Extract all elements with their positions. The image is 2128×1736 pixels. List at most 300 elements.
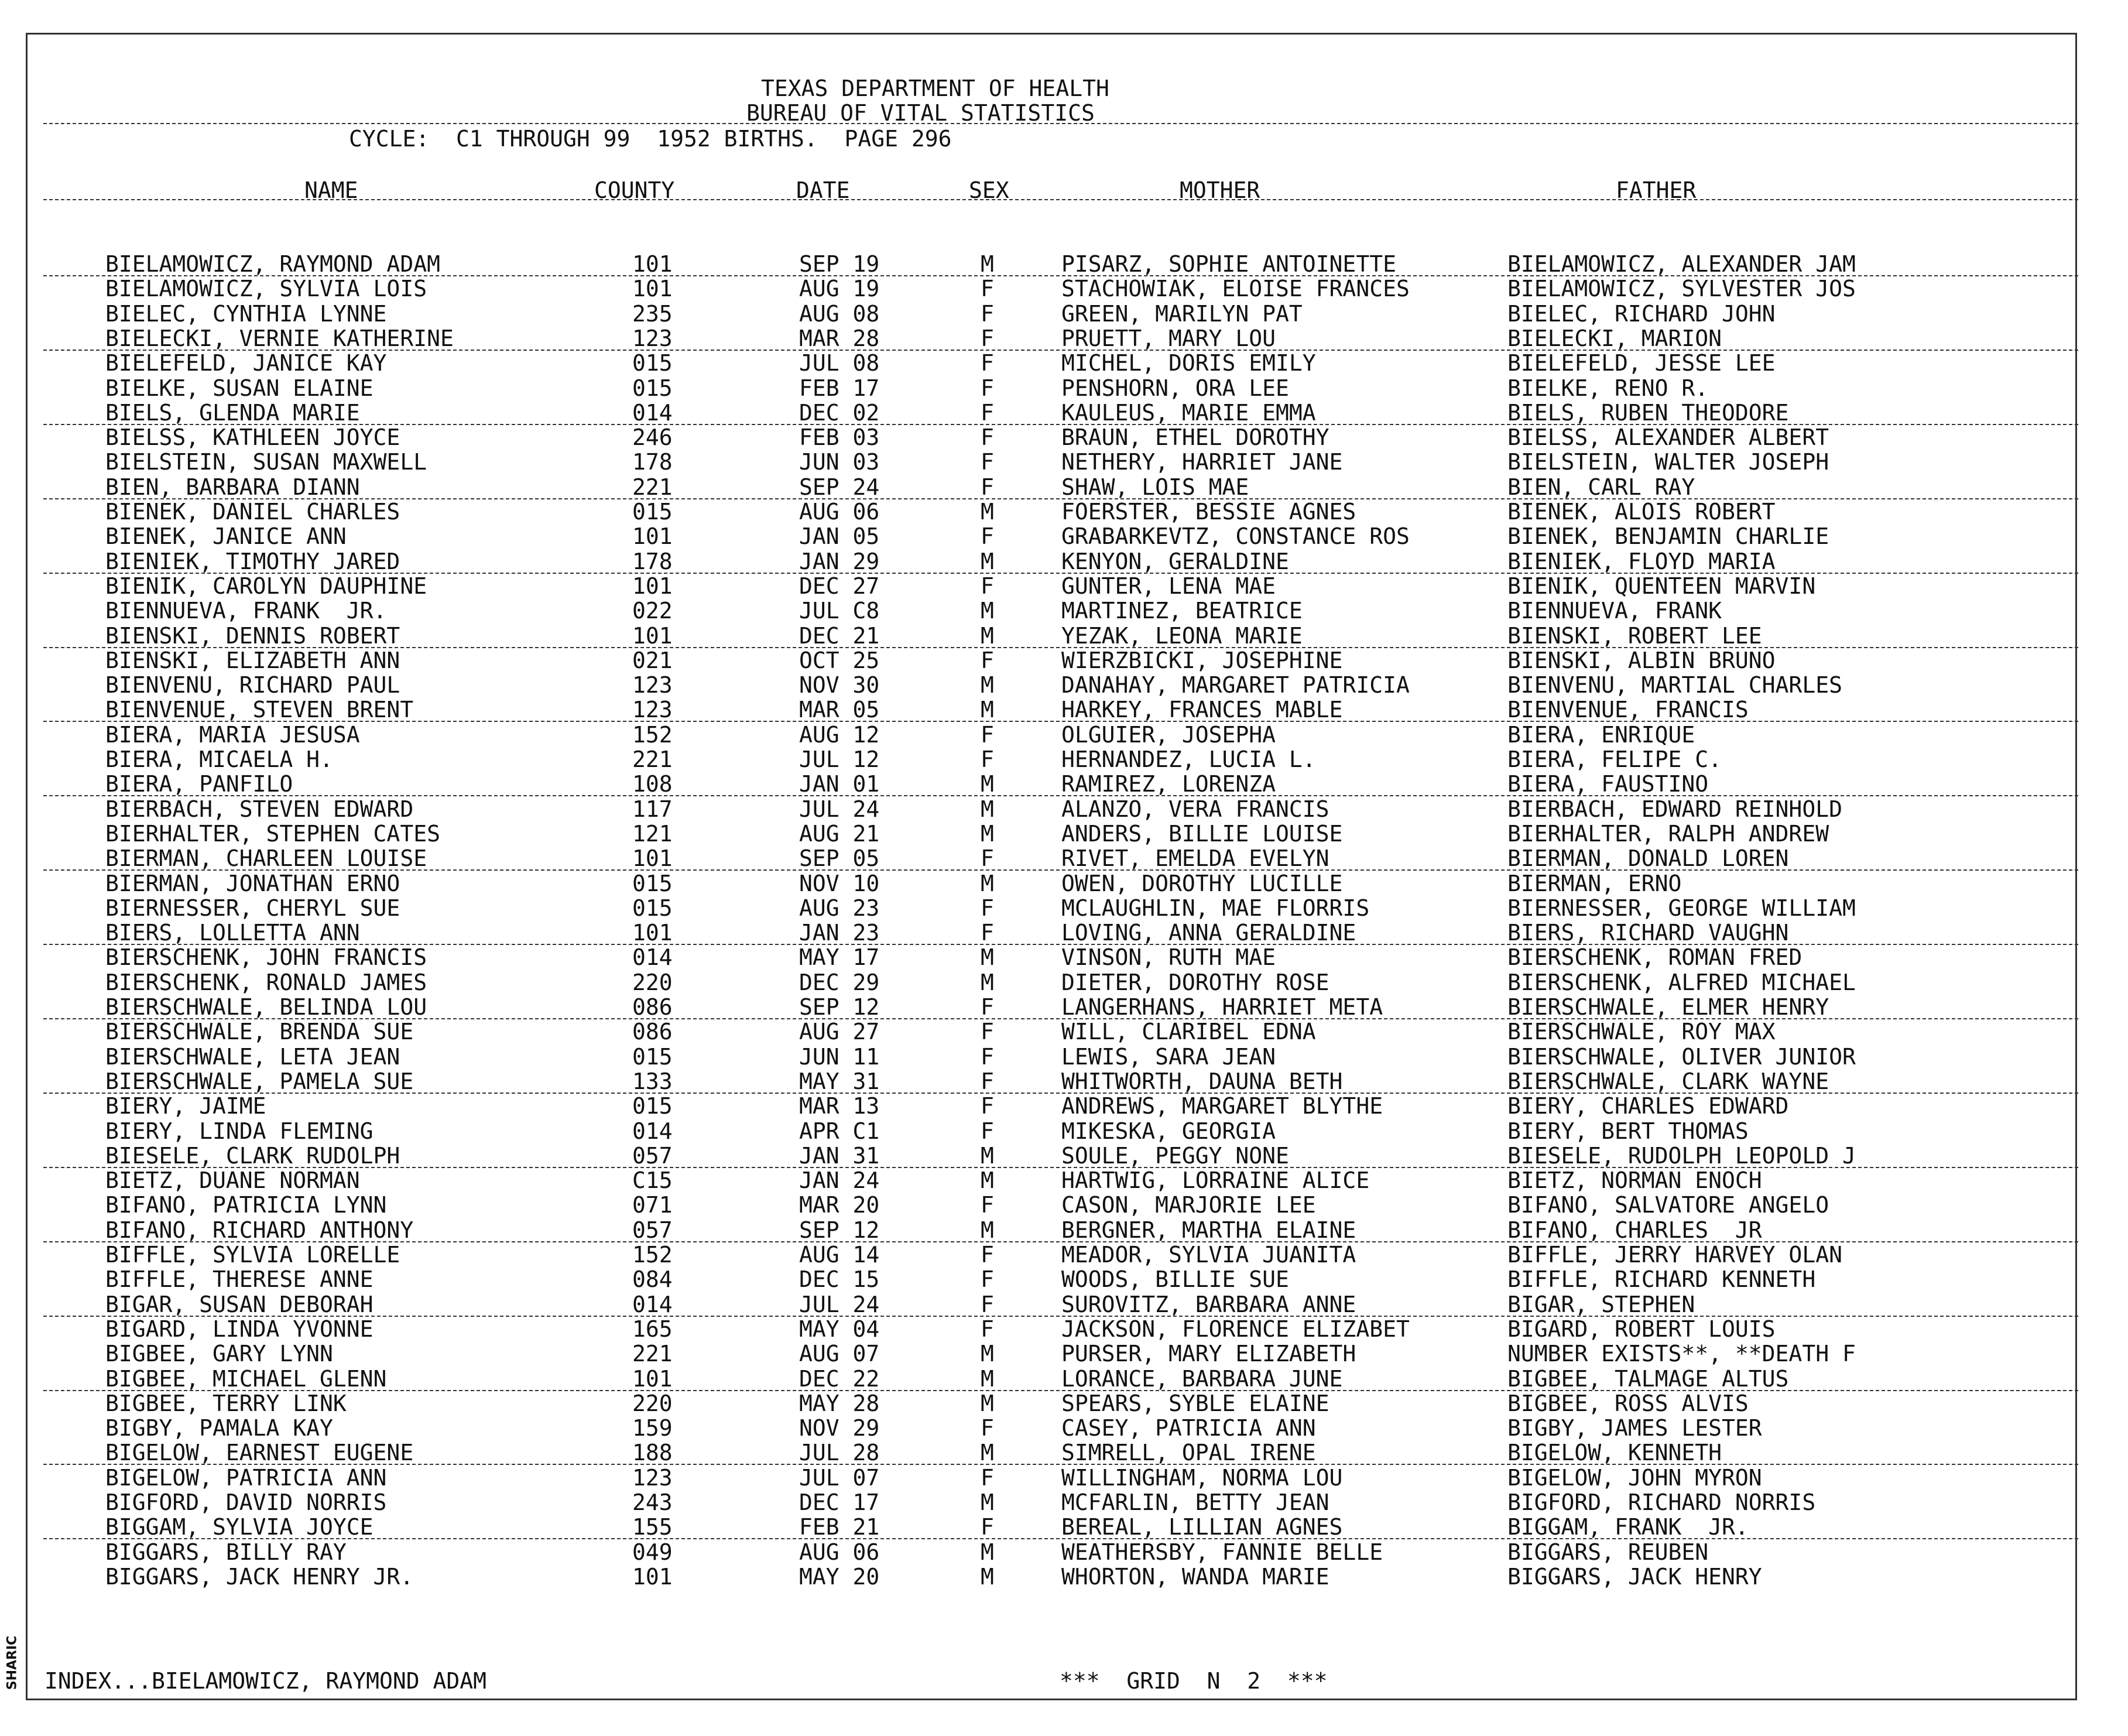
column-header-father: FATHER	[1616, 177, 1697, 203]
cell-sex: F	[981, 1514, 994, 1540]
cell-county: 133	[632, 1069, 673, 1094]
agency-title: TEXAS DEPARTMENT OF HEALTH	[761, 76, 1109, 101]
table-row	[0, 945, 2128, 970]
table-row	[0, 920, 2128, 945]
cell-mother: SOULE, PEGGY NONE	[1061, 1143, 1289, 1169]
table-row	[0, 673, 2128, 697]
cell-mother: HERNANDEZ, LUCIA L.	[1061, 747, 1316, 772]
cell-county: 015	[632, 895, 673, 921]
cell-mother: RAMIREZ, LORENZA	[1061, 771, 1276, 797]
table-row	[0, 252, 2128, 276]
cell-name: BIERSCHENK, RONALD JAMES	[105, 970, 427, 995]
table-row	[0, 1341, 2128, 1366]
cell-father: BIERA, FAUSTINO	[1507, 771, 1709, 797]
cell-name: BIERA, PANFILO	[105, 771, 293, 797]
cell-county: 155	[632, 1514, 673, 1540]
cell-mother: STACHOWIAK, ELOISE FRANCES	[1061, 276, 1410, 302]
cell-mother: LORANCE, BARBARA JUNE	[1061, 1366, 1343, 1392]
cell-father: BIENNUEVA, FRANK	[1507, 598, 1722, 624]
cell-county: 014	[632, 400, 673, 426]
cell-name: BIEN, BARBARA DIANN	[105, 474, 360, 500]
cell-mother: SPEARS, SYBLE ELAINE	[1061, 1391, 1329, 1416]
cell-date: AUG 23	[799, 895, 880, 921]
cell-date: SEP 12	[799, 1217, 880, 1243]
cell-date: JUL 24	[799, 1292, 880, 1317]
cell-mother: GRABARKEVTZ, CONSTANCE ROS	[1061, 523, 1410, 549]
cell-mother: ANDERS, BILLIE LOUISE	[1061, 821, 1343, 847]
cell-date: AUG 08	[799, 301, 880, 327]
table-row	[0, 549, 2128, 574]
cell-mother: OLGUIER, JOSEPHA	[1061, 722, 1276, 748]
cell-date: AUG 06	[799, 1539, 880, 1565]
cell-date: AUG 14	[799, 1242, 880, 1268]
table-row	[0, 1416, 2128, 1440]
cell-name: BIETZ, DUANE NORMAN	[105, 1167, 360, 1193]
cell-sex: M	[981, 1217, 994, 1243]
cell-date: JUN 03	[799, 449, 880, 475]
cell-name: BIFANO, RICHARD ANTHONY	[105, 1217, 414, 1243]
cell-father: BIGBY, JAMES LESTER	[1507, 1415, 1762, 1441]
cell-mother: GUNTER, LENA MAE	[1061, 573, 1276, 599]
cell-name: BIGARD, LINDA YVONNE	[105, 1316, 373, 1342]
cell-sex: F	[981, 1242, 994, 1268]
cell-mother: MIKESKA, GEORGIA	[1061, 1118, 1276, 1144]
cell-sex: F	[981, 1093, 994, 1119]
cell-county: 123	[632, 1465, 673, 1491]
cell-date: DEC 27	[799, 573, 880, 599]
cell-mother: WHORTON, WANDA MARIE	[1061, 1564, 1329, 1590]
cell-sex: F	[981, 573, 994, 599]
cell-mother: SIMRELL, OPAL IRENE	[1061, 1440, 1316, 1466]
cell-date: DEC 17	[799, 1490, 880, 1515]
cell-sex: F	[981, 350, 994, 376]
column-header-county: COUNTY	[594, 177, 675, 203]
cell-mother: MEADOR, SYLVIA JUANITA	[1061, 1242, 1356, 1268]
cell-sex: F	[981, 375, 994, 401]
cell-father: BIERSCHWALE, ELMER HENRY	[1507, 994, 1829, 1020]
cell-name: BIERA, MARIA JESUSA	[105, 722, 360, 748]
cell-sex: M	[981, 821, 994, 847]
cell-county: 152	[632, 722, 673, 748]
table-row	[0, 1490, 2128, 1515]
cell-name: BIERY, LINDA FLEMING	[105, 1118, 373, 1144]
cell-mother: SUROVITZ, BARBARA ANNE	[1061, 1292, 1356, 1317]
cell-sex: F	[981, 523, 994, 549]
table-row	[0, 995, 2128, 1019]
cell-father: BIERS, RICHARD VAUGHN	[1507, 920, 1789, 946]
cell-date: JUL 07	[799, 1465, 880, 1491]
table-row	[0, 797, 2128, 821]
table-row	[0, 846, 2128, 871]
table-row	[0, 1292, 2128, 1317]
cell-mother: MICHEL, DORIS EMILY	[1061, 350, 1316, 376]
cell-father: BIERA, FELIPE C.	[1507, 747, 1722, 772]
cell-mother: LEWIS, SARA JEAN	[1061, 1044, 1276, 1070]
cell-county: 101	[632, 251, 673, 277]
table-row	[0, 1515, 2128, 1539]
cell-father: BIEN, CARL RAY	[1507, 474, 1695, 500]
cell-name: BIERMAN, JONATHAN ERNO	[105, 871, 400, 896]
cell-county: 014	[632, 944, 673, 970]
cell-county: 178	[632, 549, 673, 574]
cell-name: BIELKE, SUSAN ELAINE	[105, 375, 373, 401]
cell-date: SEP 05	[799, 845, 880, 871]
cell-sex: F	[981, 1465, 994, 1491]
cell-name: BIFFLE, SYLVIA LORELLE	[105, 1242, 400, 1268]
cell-name: BIERSCHWALE, BELINDA LOU	[105, 994, 427, 1020]
cell-father: BIELS, RUBEN THEODORE	[1507, 400, 1789, 426]
cell-name: BIENSKI, DENNIS ROBERT	[105, 623, 400, 649]
cell-father: BIERA, ENRIQUE	[1507, 722, 1695, 748]
table-row	[0, 1540, 2128, 1564]
cell-name: BIENIK, CAROLYN DAUPHINE	[105, 573, 427, 599]
cell-father: BIERBACH, EDWARD REINHOLD	[1507, 796, 1842, 822]
cell-father: BIGELOW, JOHN MYRON	[1507, 1465, 1762, 1491]
cell-county: 246	[632, 424, 673, 450]
cell-mother: OWEN, DOROTHY LUCILLE	[1061, 871, 1343, 896]
cell-father: BIFFLE, RICHARD KENNETH	[1507, 1266, 1816, 1292]
cell-father: BIGBEE, TALMAGE ALTUS	[1507, 1366, 1789, 1392]
cell-name: BIESELE, CLARK RUDOLPH	[105, 1143, 400, 1169]
cell-mother: WIERZBICKI, JOSEPHINE	[1061, 648, 1343, 673]
cell-sex: F	[981, 276, 994, 302]
cell-sex: F	[981, 1292, 994, 1317]
cell-date: SEP 19	[799, 251, 880, 277]
cell-father: BIERSCHENK, ALFRED MICHAEL	[1507, 970, 1856, 995]
cell-father: BIERY, CHARLES EDWARD	[1507, 1093, 1789, 1119]
cell-sex: M	[981, 970, 994, 995]
cell-name: BIGELOW, EARNEST EUGENE	[105, 1440, 414, 1466]
cell-sex: M	[981, 1564, 994, 1590]
table-row	[0, 376, 2128, 400]
cell-county: 101	[632, 276, 673, 302]
cell-date: FEB 03	[799, 424, 880, 450]
cell-name: BIERSCHWALE, PAMELA SUE	[105, 1069, 414, 1094]
cell-date: DEC 21	[799, 623, 880, 649]
cell-mother: HARTWIG, LORRAINE ALICE	[1061, 1167, 1370, 1193]
cell-county: 015	[632, 499, 673, 525]
cell-date: AUG 06	[799, 499, 880, 525]
cell-county: 101	[632, 1366, 673, 1392]
cell-sex: M	[981, 251, 994, 277]
cell-father: BIENSKI, ALBIN BRUNO	[1507, 648, 1776, 673]
cell-name: BIERY, JAIME	[105, 1093, 266, 1119]
cell-date: DEC 02	[799, 400, 880, 426]
cell-county: 243	[632, 1490, 673, 1515]
cell-name: BIENSKI, ELIZABETH ANN	[105, 648, 400, 673]
footer-index: INDEX...BIELAMOWICZ, RAYMOND ADAM	[44, 1668, 486, 1694]
cell-mother: PRUETT, MARY LOU	[1061, 326, 1276, 351]
cell-name: BIENEK, JANICE ANN	[105, 523, 347, 549]
cell-name: BIFFLE, THERESE ANNE	[105, 1266, 373, 1292]
table-row	[0, 1218, 2128, 1242]
table-row	[0, 697, 2128, 722]
cell-name: BIERSCHWALE, LETA JEAN	[105, 1044, 400, 1070]
column-header-date: DATE	[796, 177, 850, 203]
cell-sex: M	[981, 1440, 994, 1466]
table-row	[0, 574, 2128, 598]
cell-county: 049	[632, 1539, 673, 1565]
cell-county: 220	[632, 1391, 673, 1416]
cell-county: 086	[632, 994, 673, 1020]
cell-county: 220	[632, 970, 673, 995]
cell-name: BIENIEK, TIMOTHY JARED	[105, 549, 400, 574]
table-row	[0, 351, 2128, 375]
table-row	[0, 1193, 2128, 1217]
cell-mother: DANAHAY, MARGARET PATRICIA	[1061, 672, 1410, 698]
cell-name: BIENNUEVA, FRANK JR.	[105, 598, 387, 624]
cell-father: BIELEC, RICHARD JOHN	[1507, 301, 1776, 327]
cell-date: JAN 24	[799, 1167, 880, 1193]
cell-county: 117	[632, 796, 673, 822]
cell-date: MAR 20	[799, 1192, 880, 1218]
cell-name: BIELEC, CYNTHIA LYNNE	[105, 301, 387, 327]
cell-sex: M	[981, 771, 994, 797]
cell-name: BIENVENUE, STEVEN BRENT	[105, 697, 414, 723]
cell-sex: M	[981, 697, 994, 723]
cell-name: BIGBY, PAMALA KAY	[105, 1415, 333, 1441]
table-row	[0, 1143, 2128, 1168]
bureau-title: BUREAU OF VITAL STATISTICS	[746, 100, 1095, 126]
cell-mother: CASON, MARJORIE LEE	[1061, 1192, 1316, 1218]
cell-date: JAN 05	[799, 523, 880, 549]
cell-date: NOV 29	[799, 1415, 880, 1441]
cell-date: AUG 27	[799, 1019, 880, 1045]
column-header-mother: MOTHER	[1180, 177, 1260, 203]
table-row	[0, 475, 2128, 499]
cell-date: MAY 20	[799, 1564, 880, 1590]
cell-county: 101	[632, 523, 673, 549]
cell-father: BIGELOW, KENNETH	[1507, 1440, 1722, 1466]
cell-mother: KAULEUS, MARIE EMMA	[1061, 400, 1316, 426]
cell-sex: F	[981, 1069, 994, 1094]
cell-sex: F	[981, 895, 994, 921]
cell-name: BIENVENU, RICHARD PAUL	[105, 672, 400, 698]
cell-date: DEC 22	[799, 1366, 880, 1392]
table-row	[0, 1094, 2128, 1118]
cell-sex: M	[981, 499, 994, 525]
cell-county: 152	[632, 1242, 673, 1268]
cell-mother: PENSHORN, ORA LEE	[1061, 375, 1289, 401]
table-row	[0, 1242, 2128, 1267]
table-row	[0, 400, 2128, 425]
cell-name: BIFANO, PATRICIA LYNN	[105, 1192, 387, 1218]
cell-date: NOV 30	[799, 672, 880, 698]
cell-date: JAN 01	[799, 771, 880, 797]
cell-date: MAY 17	[799, 944, 880, 970]
cell-name: BIELAMOWICZ, RAYMOND ADAM	[105, 251, 440, 277]
cell-mother: DIETER, DOROTHY ROSE	[1061, 970, 1329, 995]
cell-sex: F	[981, 301, 994, 327]
cell-date: JAN 29	[799, 549, 880, 574]
cell-father: BIGAR, STEPHEN	[1507, 1292, 1695, 1317]
cell-county: 015	[632, 350, 673, 376]
cell-name: BIGBEE, TERRY LINK	[105, 1391, 347, 1416]
cell-name: BIENEK, DANIEL CHARLES	[105, 499, 400, 525]
cell-date: JUL 28	[799, 1440, 880, 1466]
table-row	[0, 1564, 2128, 1589]
cell-sex: M	[981, 1143, 994, 1169]
cell-date: SEP 12	[799, 994, 880, 1020]
cell-county: 121	[632, 821, 673, 847]
cell-sex: M	[981, 796, 994, 822]
cell-father: BIFFLE, JERRY HARVEY OLAN	[1507, 1242, 1842, 1268]
footer-grid: *** GRID N 2 ***	[1060, 1668, 1328, 1694]
cell-date: AUG 19	[799, 276, 880, 302]
cell-mother: BERGNER, MARTHA ELAINE	[1061, 1217, 1356, 1243]
cell-mother: MARTINEZ, BEATRICE	[1061, 598, 1303, 624]
cell-sex: M	[981, 1341, 994, 1367]
cell-sex: M	[981, 871, 994, 896]
table-row	[0, 871, 2128, 896]
cell-mother: JACKSON, FLORENCE ELIZABET	[1061, 1316, 1410, 1342]
cell-sex: F	[981, 994, 994, 1020]
cell-father: NUMBER EXISTS**, **DEATH F	[1507, 1341, 1856, 1367]
cell-date: NOV 10	[799, 871, 880, 896]
cell-county: 123	[632, 326, 673, 351]
cell-name: BIERS, LOLLETTA ANN	[105, 920, 360, 946]
cell-name: BIELS, GLENDA MARIE	[105, 400, 360, 426]
cell-father: BIELKE, RENO R.	[1507, 375, 1709, 401]
cell-sex: F	[981, 326, 994, 351]
cell-sex: M	[981, 1490, 994, 1515]
cell-date: FEB 21	[799, 1514, 880, 1540]
table-row	[0, 1267, 2128, 1292]
cell-mother: KENYON, GERALDINE	[1061, 549, 1289, 574]
cell-father: BIERNESSER, GEORGE WILLIAM	[1507, 895, 1856, 921]
table-row	[0, 1367, 2128, 1391]
cell-father: BIERSCHWALE, ROY MAX	[1507, 1019, 1776, 1045]
table-row	[0, 772, 2128, 796]
table-row	[0, 1440, 2128, 1465]
table-row	[0, 302, 2128, 326]
table-row	[0, 624, 2128, 648]
table-row	[0, 1119, 2128, 1143]
cell-mother: WILL, CLARIBEL EDNA	[1061, 1019, 1316, 1045]
cell-county: 108	[632, 771, 673, 797]
table-row	[0, 1317, 2128, 1341]
cell-date: JUN 11	[799, 1044, 880, 1070]
table-row	[0, 1045, 2128, 1069]
cell-county: 084	[632, 1266, 673, 1292]
cell-county: 057	[632, 1143, 673, 1169]
cell-father: BIENEK, BENJAMIN CHARLIE	[1507, 523, 1829, 549]
table-row	[0, 1069, 2128, 1094]
cell-date: JAN 31	[799, 1143, 880, 1169]
header-divider	[43, 123, 2078, 124]
cell-name: BIERA, MICAELA H.	[105, 747, 333, 772]
cell-date: AUG 21	[799, 821, 880, 847]
cell-father: BIGBEE, ROSS ALVIS	[1507, 1391, 1749, 1416]
cell-date: MAR 05	[799, 697, 880, 723]
cell-father: BIFANO, CHARLES JR	[1507, 1217, 1762, 1243]
cell-sex: M	[981, 623, 994, 649]
cell-date: SEP 24	[799, 474, 880, 500]
cell-date: MAR 13	[799, 1093, 880, 1119]
cell-sex: F	[981, 1316, 994, 1342]
cell-county: 101	[632, 920, 673, 946]
cell-county: 221	[632, 1341, 673, 1367]
cell-sex: M	[981, 944, 994, 970]
table-row	[0, 598, 2128, 623]
cell-name: BIELSTEIN, SUSAN MAXWELL	[105, 449, 427, 475]
cell-county: 021	[632, 648, 673, 673]
column-header-name: NAME	[304, 177, 358, 203]
cell-mother: ANDREWS, MARGARET BLYTHE	[1061, 1093, 1383, 1119]
cell-father: BIGGAM, FRANK JR.	[1507, 1514, 1749, 1540]
cell-county: 101	[632, 623, 673, 649]
cell-county: 221	[632, 747, 673, 772]
cell-sex: F	[981, 648, 994, 673]
cell-sex: F	[981, 845, 994, 871]
cell-father: BIELSS, ALEXANDER ALBERT	[1507, 424, 1829, 450]
cell-sex: M	[981, 1391, 994, 1416]
table-row	[0, 1391, 2128, 1416]
table-row	[0, 524, 2128, 549]
cell-county: 123	[632, 697, 673, 723]
cell-mother: WHITWORTH, DAUNA BETH	[1061, 1069, 1343, 1094]
table-row	[0, 276, 2128, 301]
cell-date: JUL 08	[799, 350, 880, 376]
cell-county: 015	[632, 375, 673, 401]
cell-county: 071	[632, 1192, 673, 1218]
cell-mother: HARKEY, FRANCES MABLE	[1061, 697, 1343, 723]
cell-date: JUL C8	[799, 598, 880, 624]
cell-sex: F	[981, 722, 994, 748]
cell-sex: F	[981, 1044, 994, 1070]
cell-sex: F	[981, 474, 994, 500]
cell-sex: F	[981, 1192, 994, 1218]
cell-county: 123	[632, 672, 673, 698]
cell-mother: BEREAL, LILLIAN AGNES	[1061, 1514, 1343, 1540]
cell-name: BIELEFELD, JANICE KAY	[105, 350, 387, 376]
cell-father: BIGGARS, JACK HENRY	[1507, 1564, 1762, 1590]
cell-mother: PISARZ, SOPHIE ANTOINETTE	[1061, 251, 1396, 277]
cell-county: 101	[632, 1564, 673, 1590]
side-label: SHARIC	[5, 1635, 20, 1690]
table-row	[0, 747, 2128, 772]
cell-sex: F	[981, 424, 994, 450]
cell-mother: WOODS, BILLIE SUE	[1061, 1266, 1289, 1292]
cell-mother: MCLAUGHLIN, MAE FLORRIS	[1061, 895, 1370, 921]
cell-date: APR C1	[799, 1118, 880, 1144]
cell-father: BIENIEK, FLOYD MARIA	[1507, 549, 1776, 574]
table-row	[0, 896, 2128, 920]
cell-county: 057	[632, 1217, 673, 1243]
cell-county: C15	[632, 1167, 673, 1193]
cell-name: BIGBEE, MICHAEL GLENN	[105, 1366, 387, 1392]
cell-county: 221	[632, 474, 673, 500]
cell-date: MAY 31	[799, 1069, 880, 1094]
cell-mother: CASEY, PATRICIA ANN	[1061, 1415, 1316, 1441]
cell-father: BIERSCHENK, ROMAN FRED	[1507, 944, 1803, 970]
cell-sex: F	[981, 1415, 994, 1441]
cell-name: BIGGARS, JACK HENRY JR.	[105, 1564, 414, 1590]
cell-father: BIENVENU, MARTIAL CHARLES	[1507, 672, 1842, 698]
cell-father: BIELECKI, MARION	[1507, 326, 1722, 351]
cell-father: BIERY, BERT THOMAS	[1507, 1118, 1749, 1144]
cell-date: DEC 15	[799, 1266, 880, 1292]
cell-county: 159	[632, 1415, 673, 1441]
cell-sex: M	[981, 1167, 994, 1193]
cell-father: BIENEK, ALOIS ROBERT	[1507, 499, 1776, 525]
cell-county: 014	[632, 1292, 673, 1317]
cell-father: BIENSKI, ROBERT LEE	[1507, 623, 1762, 649]
cell-date: FEB 17	[799, 375, 880, 401]
cell-county: 015	[632, 871, 673, 896]
cell-mother: NETHERY, HARRIET JANE	[1061, 449, 1343, 475]
cell-sex: F	[981, 400, 994, 426]
